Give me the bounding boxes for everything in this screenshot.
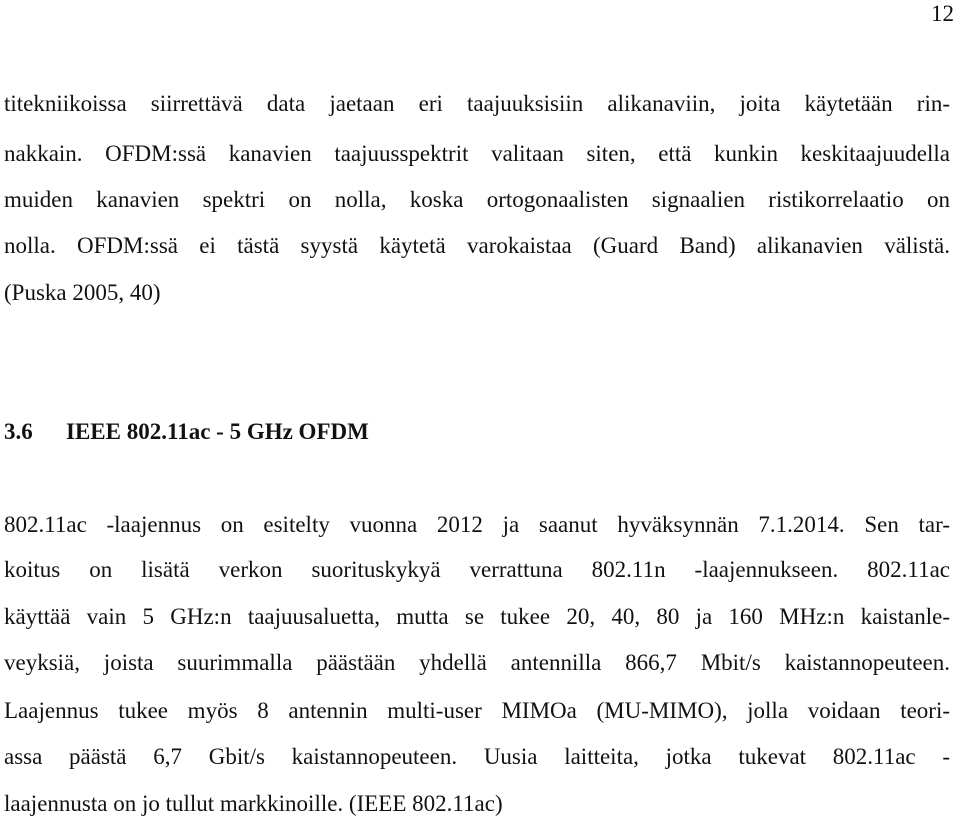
paragraph2-line-3: käyttää vain 5 GHz:n taajuusaluetta, mutta se tukee 20, 40, 80 ja 160 MHz:n kaistanle- [4,604,950,629]
paragraph2-line-6: assa päästä 6,7 Gbit/s kaistannopeuteen. Uusia laitteita, jotka tukevat 802.11ac - [4,744,950,769]
paragraph2-line-2: koitus on lisätä verkon suorituskykyä verrattuna 802.11n -laajennukseen. 802.11ac [4,557,950,582]
paragraph1-line-5: (Puska 2005, 40) [4,280,161,305]
paragraph2-line-7: laajennusta on jo tullut markkinoille. (IEEE 802.11ac) [4,791,503,816]
paragraph2-line-4: veyksiä, joista suurimmalla päästään yhdellä antennilla 866,7 Mbit/s kaistannopeuteen. [4,650,950,675]
section-title: IEEE 802.11ac - 5 GHz OFDM [66,419,369,444]
paragraph1-line-3: muiden kanavien spektri on nolla, koska ortogonaalisten signaalien ristikorrelaatio on [4,187,950,212]
section-number: 3.6 [4,419,33,444]
section-heading [4,418,950,446]
page-number: 12 [931,1,954,26]
paragraph2-line-5: Laajennus tukee myös 8 antennin multi-user MIMOa (MU-MIMO), jolla voidaan teori- [4,698,950,723]
paragraph1-line-2: nakkain. OFDM:ssä kanavien taajuusspektrit valitaan siten, että kunkin keskitaajuudella [4,141,950,166]
paragraph1-line-4: nolla. OFDM:ssä ei tästä syystä käytetä varokaistaa (Guard Band) alikanavien välistä. [4,233,950,258]
paragraph1-line-1: titekniikoissa siirrettävä data jaetaan eri taajuuksisiin alikanaviin, joita käytetään rin- [4,91,950,116]
paragraph2-line-1: 802.11ac -laajennus on esitelty vuonna 2012 ja saanut hyväksynnän 7.1.2014. Sen tar- [4,512,950,537]
